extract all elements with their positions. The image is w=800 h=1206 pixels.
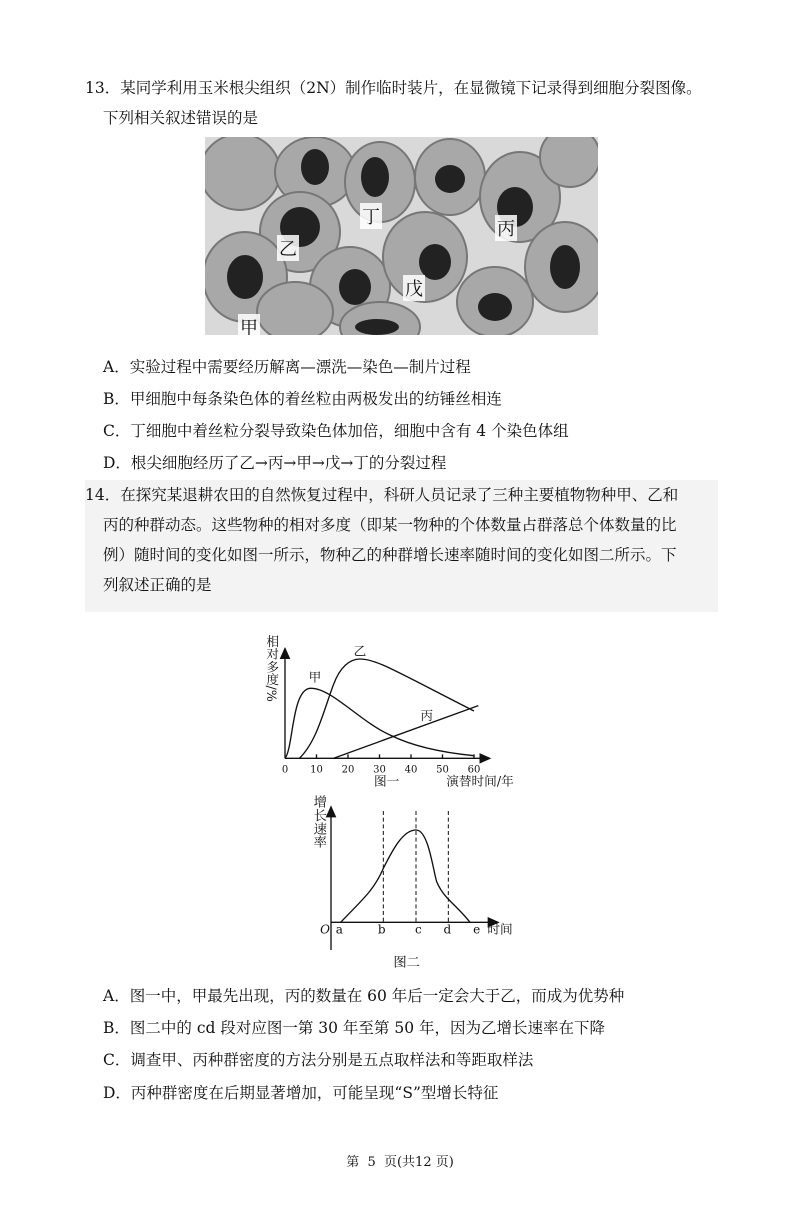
q13-option-b: B．甲细胞中每条染色体的着丝粒由两极发出的纺锤丝相连 [103, 390, 502, 408]
q14-option-b: B．图二中的 cd 段对应图一第 30 年至第 50 年，因为乙增长速率在下降 [103, 1019, 606, 1037]
x-tick: 10 [310, 764, 323, 776]
series-jia-line [285, 688, 474, 758]
x-tick: a [335, 922, 343, 937]
q14-stem-2: 丙的种群动态。这些物种的相对多度（即某一物种的个体数量占群落总个体数量的比 [103, 516, 677, 534]
figures [250, 635, 530, 975]
cell-label-wu: 戊 [403, 275, 425, 301]
q13-option-d: D．根尖细胞经历了乙→丙→甲→戊→丁的分裂过程 [103, 454, 447, 472]
x-tick: c [414, 922, 422, 937]
series-yi-line [299, 659, 474, 758]
q14-option-c: C．调查甲、丙种群密度的方法分别是五点取样法和等距取样法 [103, 1051, 534, 1069]
q14-option-d: D．丙种群密度在后期显著增加，可能呈现“S”型增长特征 [103, 1084, 499, 1102]
q13-option-c: C．丁细胞中着丝粒分裂导致染色体加倍，细胞中含有 4 个染色体组 [103, 422, 569, 440]
label-jia: 甲 [308, 669, 322, 685]
x-tick: 20 [341, 764, 355, 776]
x-tick: e [473, 922, 481, 937]
cell-micrograph [205, 137, 598, 335]
x-tick: b [377, 922, 386, 937]
x-tick: 60 [467, 764, 481, 776]
q14-stem-1: 14．在探究某退耕农田的自然恢复过程中，科研人员记录了三种主要植物物种甲、乙和 [85, 486, 679, 504]
x-tick: 50 [436, 764, 449, 776]
q13-stem-2: 下列相关叙述错误的是 [103, 109, 259, 127]
cell-label-bing: 丙 [495, 215, 517, 241]
label-bing: 丙 [420, 708, 433, 723]
x-tick: 40 [404, 764, 418, 776]
q14-option-a: A．图一中，甲最先出现，丙的数量在 60 年后一定会大于乙，而成为优势种 [103, 987, 625, 1005]
cell-label-ding: 丁 [360, 203, 382, 229]
chart2-ylabel: 增长速率 [310, 795, 326, 849]
growth-rate-curve [341, 830, 470, 922]
x-tick: 0 [281, 764, 289, 776]
chart2-xlabel: 时间 [487, 921, 513, 937]
page-footer: 第 5 页(共12 页) [346, 1155, 454, 1170]
q13-option-a: A．实验过程中需要经历解离—漂洗—染色—制片过程 [103, 358, 471, 376]
q13-stem: 13．某同学利用玉米根尖组织（2N）制作临时装片，在显微镜下记录得到细胞分裂图像。 [85, 79, 702, 97]
label-yi: 乙 [353, 643, 367, 659]
chart1-xlabel: 演替时间/年 [446, 773, 514, 789]
x-tick: 30 [373, 764, 386, 776]
chart1-title: 图一 [374, 773, 400, 789]
chart1-ylabel: 相对多度/% [264, 635, 280, 702]
chart2-title: 图二 [393, 955, 420, 971]
series-bing-line [333, 706, 478, 759]
q14-stem-4: 列叙述正确的是 [103, 576, 212, 594]
x-tick: d [443, 922, 452, 937]
origin-label: O [320, 922, 330, 937]
q14-stem-3: 例）随时间的变化如图一所示，物种乙的种群增长速率随时间的变化如图二所示。下 [103, 546, 677, 564]
cell-label-yi: 乙 [277, 235, 299, 261]
cell-label-jia: 甲 [238, 314, 260, 335]
